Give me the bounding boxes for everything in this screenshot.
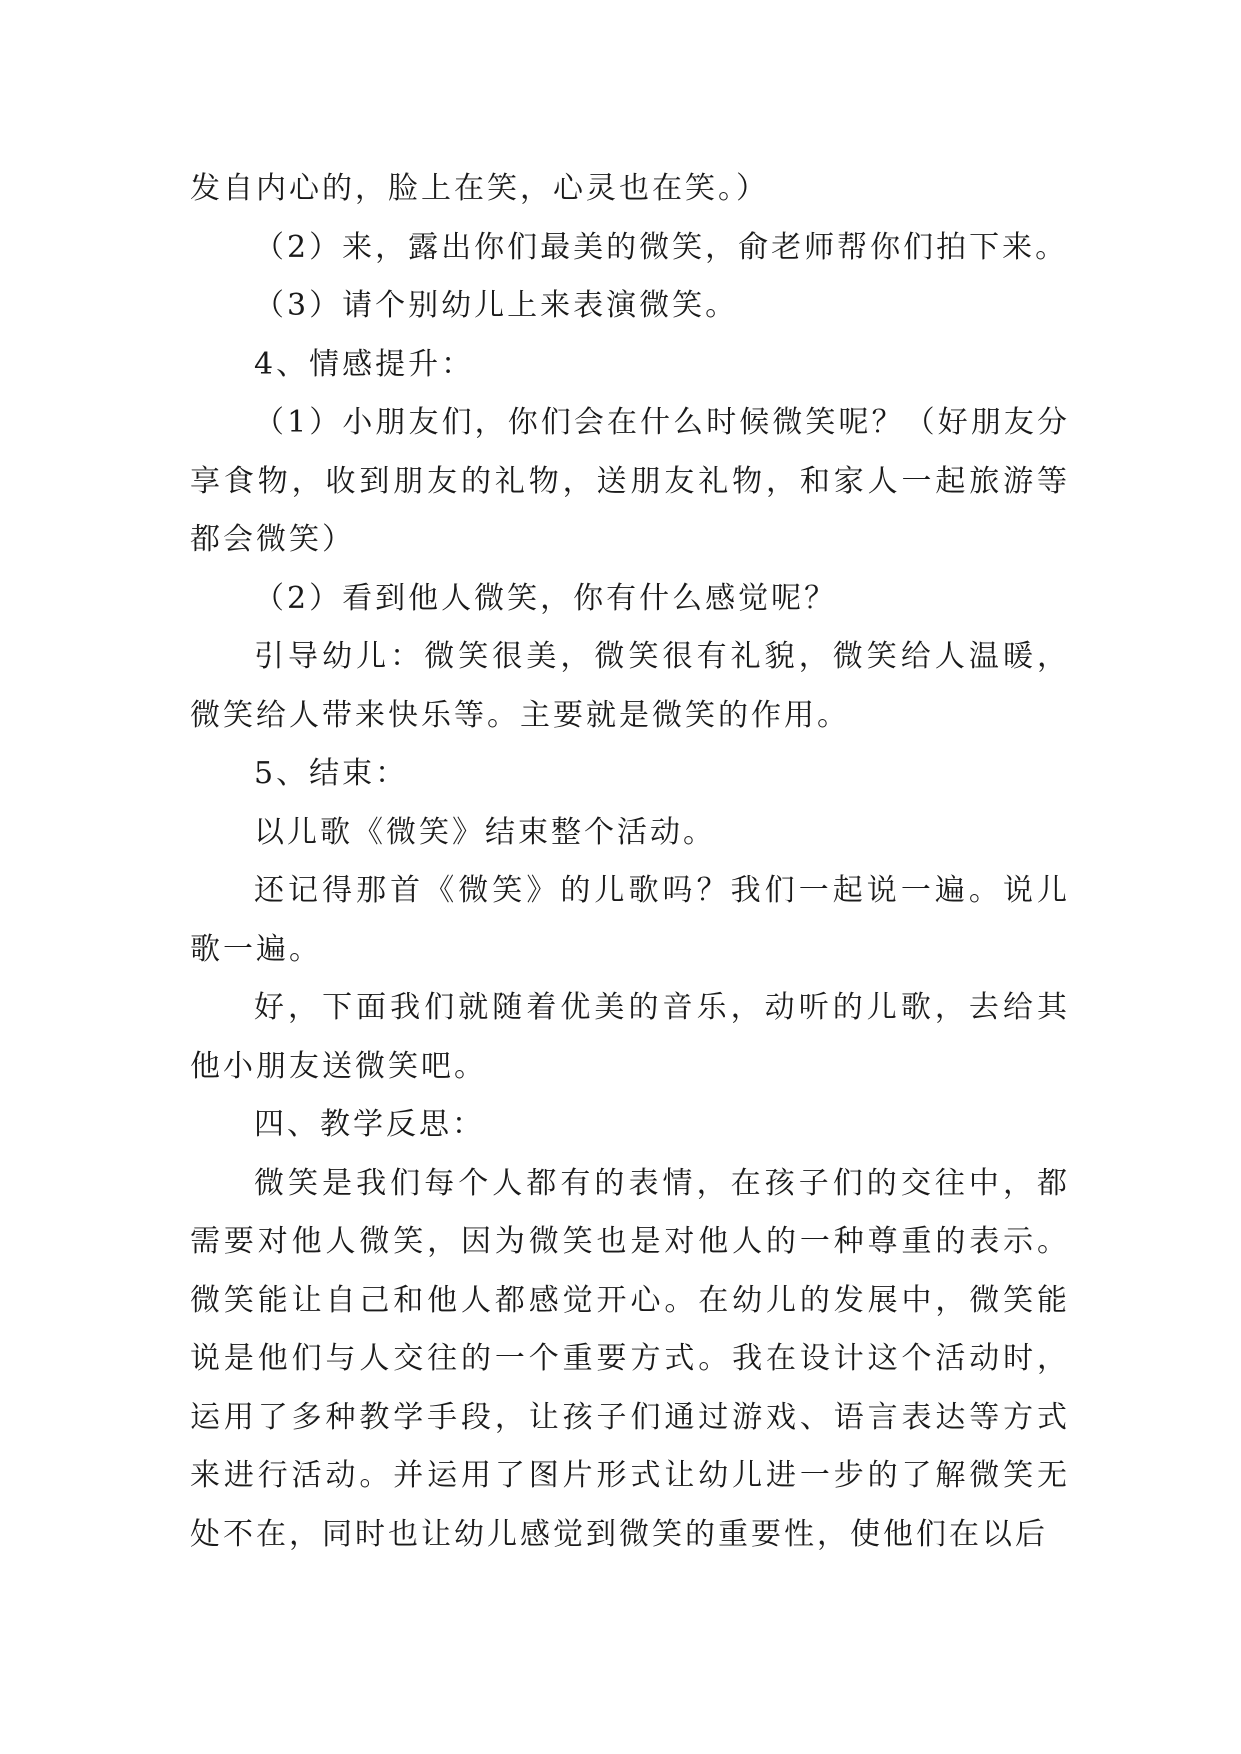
paragraph-guidance: 引导幼儿：微笑很美，微笑很有礼貌，微笑给人温暖，微笑给人带来快乐等。主要就是微笑的作用。 (190, 639, 1070, 733)
paragraph-reflection: 微笑是我们每个人都有的表情，在孩子们的交往中，都需要对他人微笑，因为微笑也是对他人的一种尊重的表示。微笑能让自己和他人都感觉开心。在幼儿的发展中，微笑能说是他们与人交往的一个重要方式。我在设计这个活动时，运用了多种教学手段，让孩子们通过游戏、语言表达等方式来进行活动。并运用了图片形式让幼儿进一步的了解微笑无处不在，同时也让幼儿感觉到微笑的重要性，使他们在以后 (190, 1165, 1070, 1552)
heading-step-4: 4、情感提升： (254, 346, 475, 382)
paragraph-recall-song: 还记得那首《微笑》的儿歌吗？我们一起说一遍。说儿歌一遍。 (190, 873, 1070, 967)
paragraph-step-3-3: （3）请个别幼儿上来表演微笑。 (254, 288, 739, 323)
paragraph-step-4-2: （2）看到他人微笑，你有什么感觉呢？ (254, 580, 838, 616)
document-body (190, 160, 1070, 1564)
heading-reflection: 四、教学反思： (254, 1107, 485, 1142)
paragraph-step-4-1: （1）小朋友们，你们会在什么时候微笑呢？（好朋友分享食物，收到朋友的礼物，送朋友礼物，和家人一起旅游等都会微笑） (190, 405, 1070, 557)
paragraph-step-3-2: （2）来，露出你们最美的微笑，俞老师帮你们拍下来。 (254, 229, 1069, 265)
paragraph-ending-song: 以儿歌《微笑》结束整个活动。 (254, 814, 716, 850)
paragraph-continuation: 发自内心的，脸上在笑，心灵也在笑。） (190, 171, 769, 206)
heading-step-5: 5、结束： (254, 756, 409, 791)
paragraph-send-smiles: 好，下面我们就随着优美的音乐，动听的儿歌，去给其他小朋友送微笑吧。 (190, 990, 1070, 1084)
